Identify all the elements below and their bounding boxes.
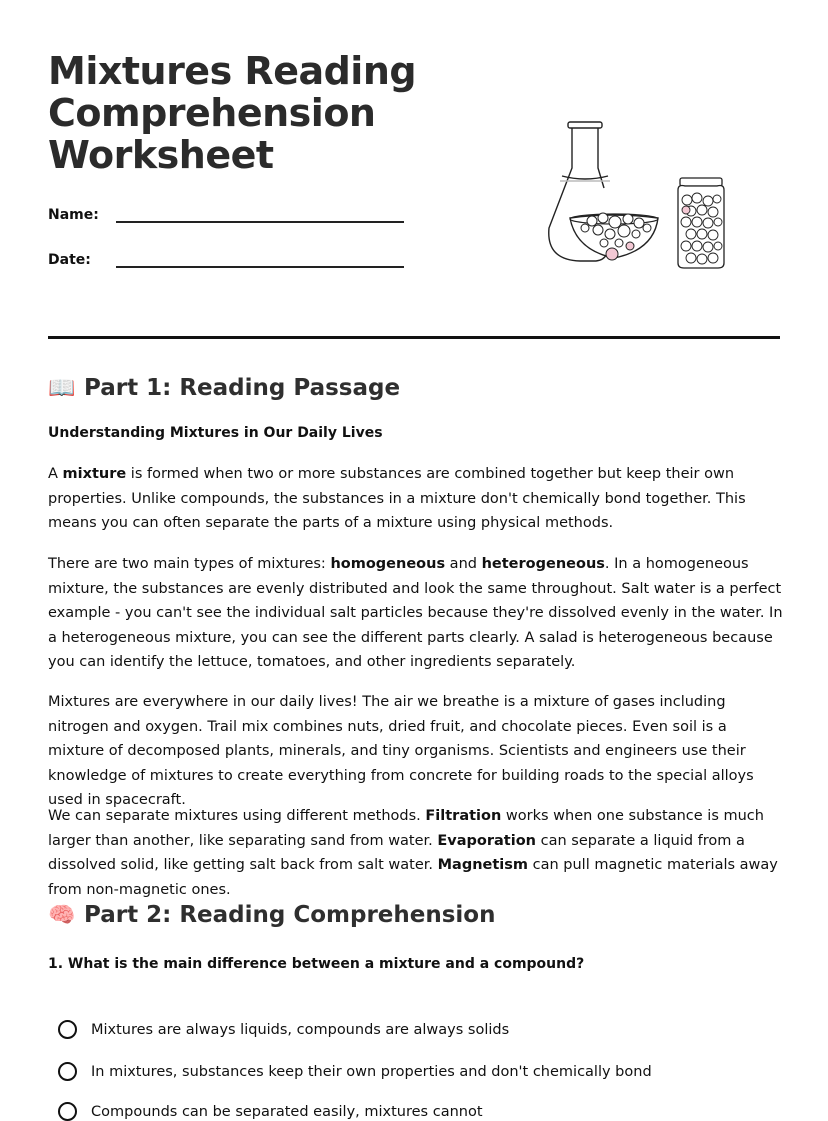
radio-button[interactable] — [58, 1062, 77, 1081]
date-label: Date: — [48, 252, 91, 268]
question-1-option-b[interactable] — [58, 1062, 652, 1081]
date-field[interactable] — [116, 248, 404, 268]
page-title: Mixtures Reading Comprehension Worksheet — [48, 49, 417, 177]
part1-heading — [48, 375, 400, 401]
book-icon: 📖 — [48, 375, 76, 401]
name-label: Name: — [48, 207, 99, 223]
question-1: 1. What is the main difference between a mixture and a compound? — [48, 956, 585, 972]
name-field[interactable] — [116, 203, 404, 223]
option-label: Mixtures are always liquids, compounds are always solids — [91, 1021, 510, 1038]
name-field-row — [48, 203, 404, 223]
radio-button[interactable] — [58, 1102, 77, 1121]
part2-heading-text: Part 2: Reading Comprehension — [84, 902, 496, 928]
passage-paragraph-2: There are two main types of mixtures: homogeneous and heterogeneous. In a homogeneous mixture, the substances are evenly distributed and look the same throughout. Salt water is a perfect example - you can't see the individual salt particles because they're dissolved evenly in the water. In a heterogeneous mixture, you can see the different parts clearly. A salad is heterogeneous because you can identify the lettuce, tomatoes, and other ingredients separately. — [48, 556, 783, 670]
radio-button[interactable] — [58, 1020, 77, 1039]
section-divider — [48, 336, 780, 339]
passage-subheading: Understanding Mixtures in Our Daily Lives — [48, 425, 383, 441]
question-1-option-a[interactable] — [58, 1020, 509, 1039]
bowl-icon — [570, 213, 658, 260]
part2-heading — [48, 902, 495, 928]
jar-icon — [678, 178, 724, 268]
option-label: Compounds can be separated easily, mixtures cannot — [91, 1103, 483, 1120]
passage-paragraph-1: A mixture is formed when two or more substances are combined together but keep their own properties. Unlike compounds, the substances in a mixture don't chemically bond together. This means you can often separate the parts of a mixture using physical methods. — [48, 466, 746, 531]
question-1-option-c[interactable] — [58, 1102, 483, 1121]
passage-paragraph-4: We can separate mixtures using different methods. Filtration works when one substance is much larger than another, like separating sand from water. Evaporation can separate a liquid from a dissolved solid, like getting salt back from salt water. Magnetism can pull magnetic materials away from non-magnetic ones. — [48, 808, 778, 898]
brain-icon: 🧠 — [48, 902, 76, 928]
part1-heading-text: Part 1: Reading Passage — [84, 375, 401, 401]
flask-bowl-jar-illustration — [540, 118, 730, 273]
passage-paragraph-3: Mixtures are everywhere in our daily lives! The air we breathe is a mixture of gases including nitrogen and oxygen. Trail mix combines nuts, dried fruit, and chocolate pieces. Even soil is a mixture of decomposed plants, minerals, and tiny organisms. Scientists and engineers use their knowledge of mixtures to create everything from concrete for building roads to the special alloys used in spacecraft. — [48, 694, 754, 808]
date-field-row — [48, 248, 404, 268]
option-label: In mixtures, substances keep their own properties and don't chemically bond — [91, 1063, 652, 1080]
